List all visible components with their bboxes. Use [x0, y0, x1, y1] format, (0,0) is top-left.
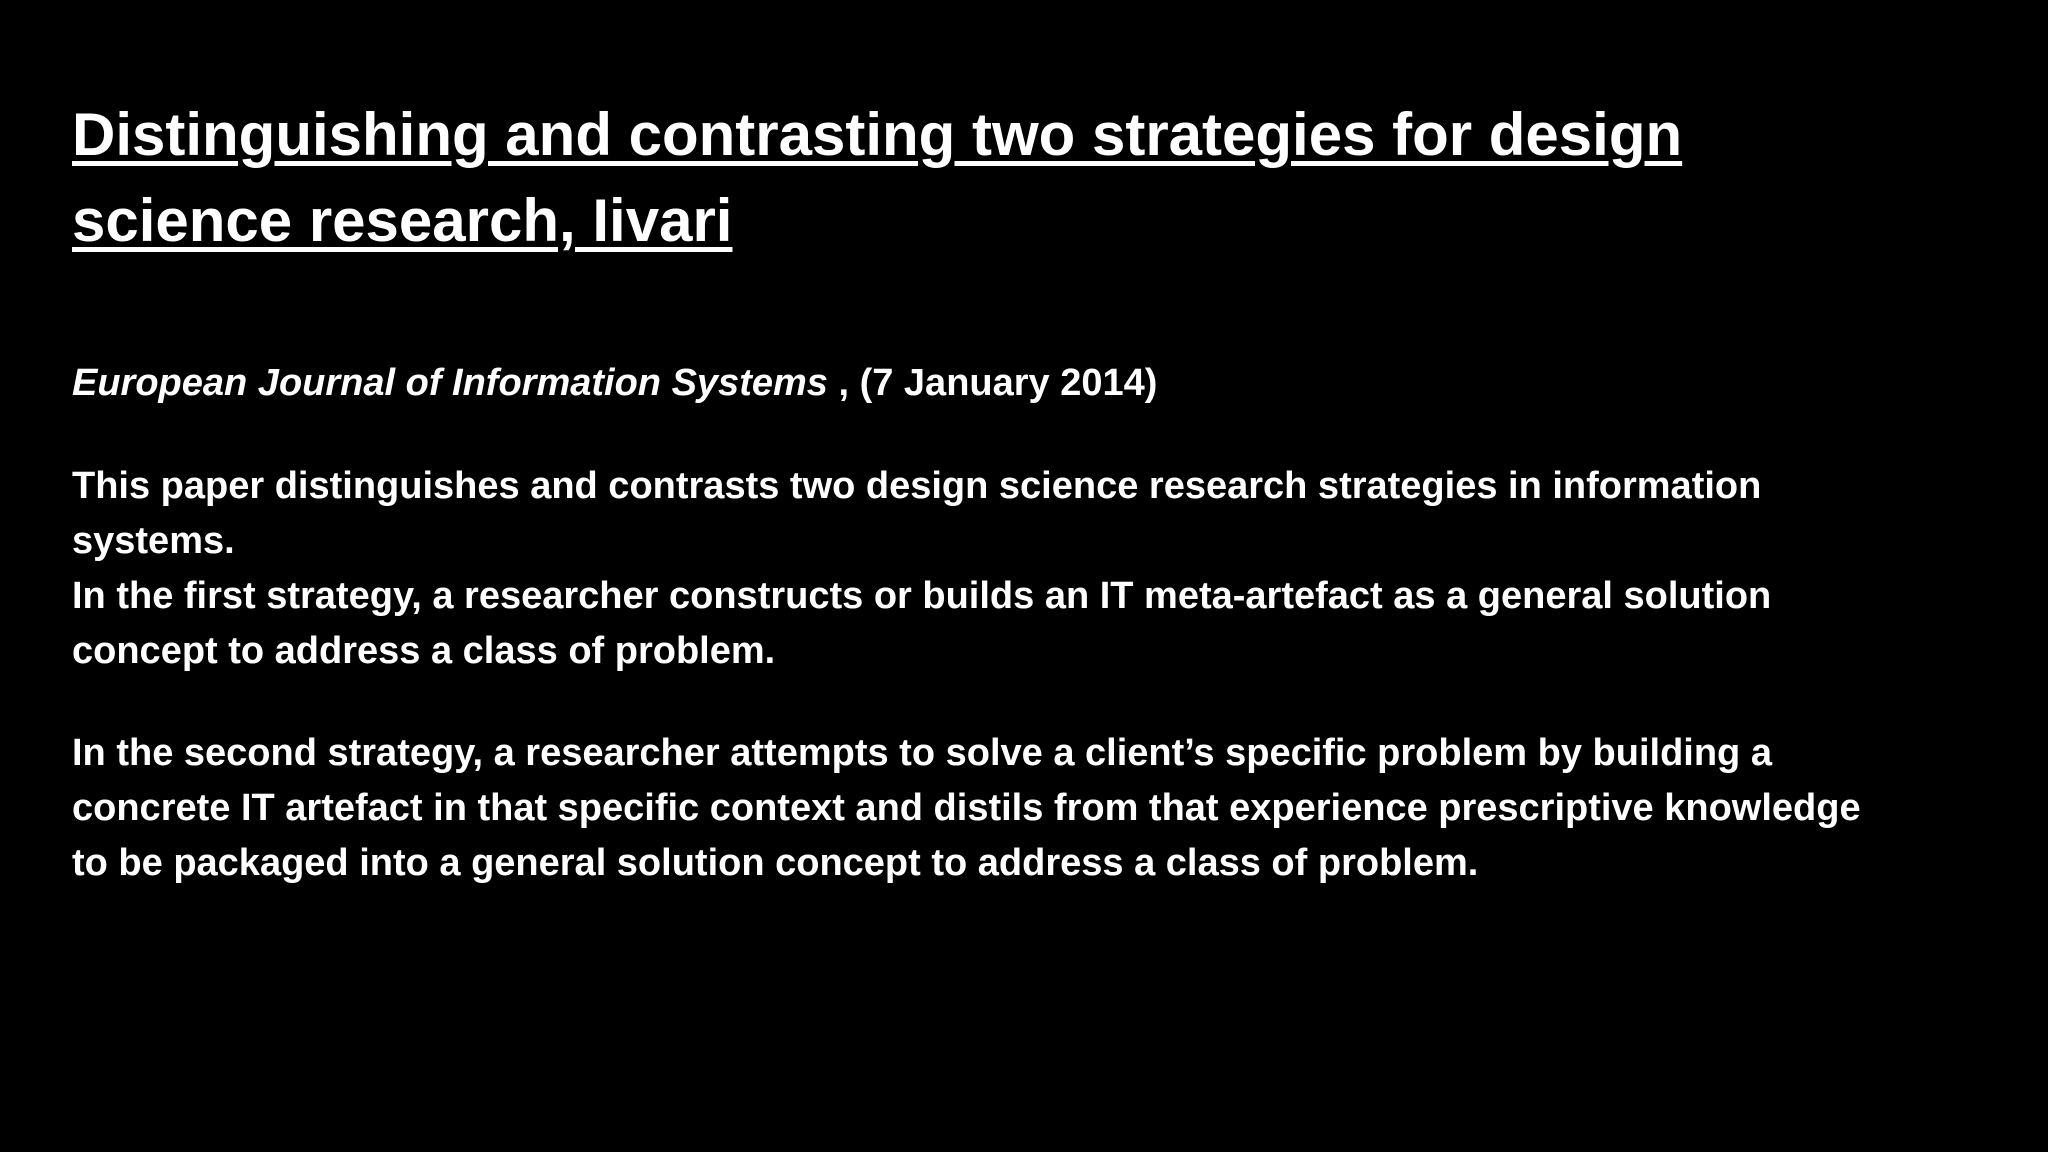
- paragraph-line: This paper distinguishes and contrasts two design science research strategies in information: [72, 465, 1762, 507]
- abstract-paragraph-2: [72, 726, 1992, 891]
- paragraph-line: to be packaged into a general solution concept to address a class of problem.: [72, 842, 1479, 884]
- slide-title: [72, 92, 1992, 264]
- slide-content: [72, 92, 1992, 891]
- publication-date: , (7 January 2014): [827, 362, 1158, 404]
- citation: [72, 358, 1992, 408]
- journal-name: European Journal of Information Systems: [72, 362, 828, 404]
- paragraph-line: concrete IT artefact in that specific context and distils from that experience prescriptive knowledge: [72, 787, 1861, 829]
- abstract-paragraph-1: [72, 459, 1992, 679]
- paragraph-line: In the second strategy, a researcher attempts to solve a client’s specific problem by building a: [72, 732, 1772, 774]
- paragraph-line: concept to address a class of problem.: [72, 630, 776, 672]
- title-line-1: Distinguishing and contrasting two strategies for design: [72, 101, 1683, 168]
- paragraph-line: In the first strategy, a researcher constructs or builds an IT meta-artefact as a general solution: [72, 575, 1772, 617]
- title-line-2: science research, Iivari: [72, 187, 733, 254]
- paragraph-line: systems.: [72, 520, 235, 562]
